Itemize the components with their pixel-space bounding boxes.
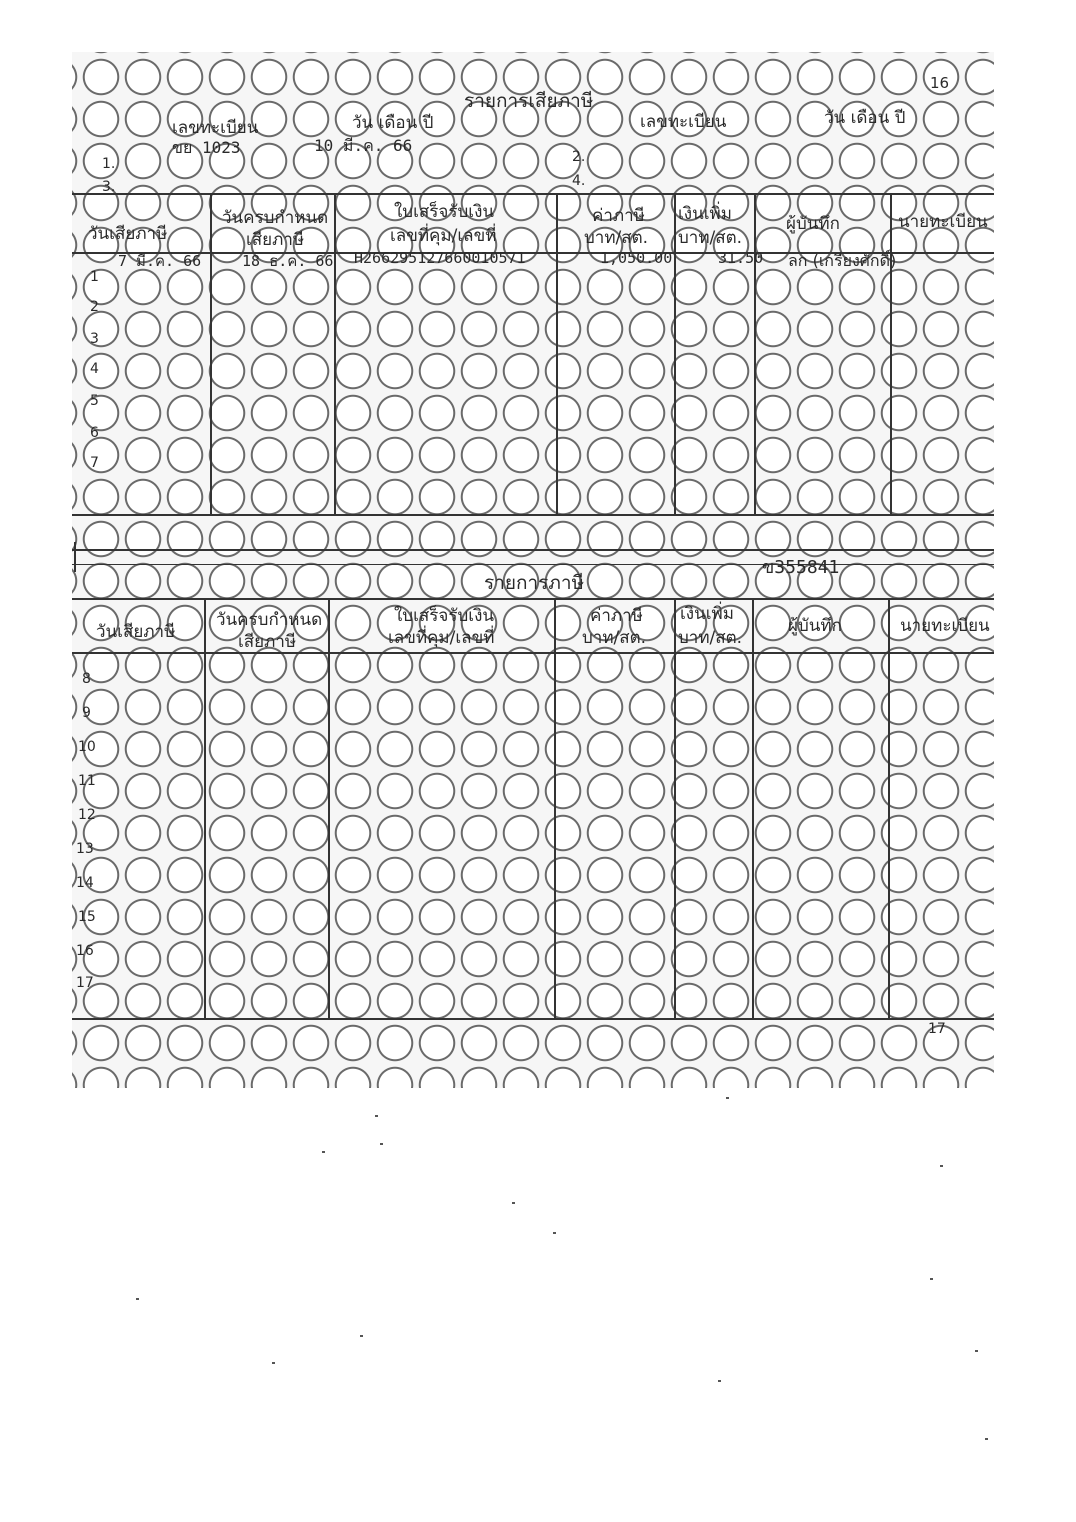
top-row-number-2: 2 [90, 299, 99, 315]
page-number-top: 16 [930, 74, 950, 92]
bottom-col-divider-5 [752, 599, 754, 1018]
entry-recorder: ลก (เกรียงศักดิ์) [788, 251, 897, 270]
right-reg-label: เลขทะเบียน [640, 112, 727, 132]
left-date-label: วัน เดือน ปี [352, 113, 434, 133]
bottom-header-surcharge-1: เงินเพิ่ม [680, 604, 734, 624]
top-header-payment-date: วันเสียภาษี [88, 224, 168, 244]
bottom-header-tax-2: บาท/สต. [582, 628, 647, 648]
page-number-bottom: 17 [928, 1021, 946, 1037]
top-header-due-date-2: เสียภาษี [246, 230, 305, 250]
left-reg-label: เลขทะเบียน [172, 118, 259, 138]
section-separator-1 [72, 549, 994, 551]
bottom-col-divider-6 [888, 599, 890, 1018]
bottom-header-due-date-1: วันครบกำหนด [216, 610, 323, 630]
top-col-divider-3 [556, 194, 558, 514]
top-row-number-1: 1 [90, 269, 99, 285]
scan-speck [375, 1115, 378, 1117]
scan-speck [360, 1335, 363, 1337]
entry-receipt-no: H266295127660010571 [354, 249, 526, 267]
slot-number-1: 1. [102, 156, 116, 172]
tax-record-sheet [72, 52, 994, 1088]
bottom-table-header-border [72, 652, 994, 654]
bottom-header-payment-date: วันเสียภาษี [96, 622, 176, 642]
section-separator-edge [74, 542, 76, 572]
top-row-number-3: 3 [90, 331, 99, 347]
bottom-row-number-15: 15 [78, 909, 96, 925]
bottom-header-recorder: ผู้บันทึก [788, 616, 842, 636]
scan-speck [930, 1278, 933, 1280]
slot-number-4: 4. [572, 173, 586, 189]
scan-speck [940, 1165, 943, 1167]
top-header-surcharge-1: เงินเพิ่ม [678, 204, 732, 224]
right-date-label: วัน เดือน ปี [824, 108, 906, 128]
bottom-col-divider-1 [204, 599, 206, 1018]
top-col-divider-4 [674, 194, 676, 514]
bottom-col-divider-4 [674, 599, 676, 1018]
bottom-header-surcharge-2: บาท/สต. [678, 628, 743, 648]
left-reg-value: ขย 1023 [172, 138, 241, 157]
bottom-row-number-16: 16 [76, 943, 94, 959]
top-table-bottom-border [72, 514, 994, 516]
top-header-receipt-1: ใบเสร็จรับเงิน [394, 202, 495, 222]
top-header-registrar: นายทะเบียน [898, 212, 988, 232]
scan-speck [272, 1362, 275, 1364]
entry-payment-date: 7 มี.ค. 66 [118, 252, 202, 270]
bottom-row-number-10: 10 [78, 739, 96, 755]
top-col-divider-6 [890, 194, 892, 514]
scan-speck [985, 1438, 988, 1440]
top-header-receipt-2: เลขที่คุม/เลขที่ [390, 226, 497, 246]
top-col-divider-2 [334, 194, 336, 514]
bottom-row-number-11: 11 [78, 773, 96, 789]
scan-speck [322, 1151, 325, 1153]
top-row-number-5: 5 [90, 393, 99, 409]
slot-number-3: 3. [102, 179, 116, 195]
top-section-title: รายการเสียภาษี [464, 90, 594, 112]
bottom-section-title: รายการภาษี [484, 572, 585, 594]
stamp-number: ข355841 [762, 557, 840, 578]
top-row-number-4: 4 [90, 361, 99, 377]
bottom-row-number-9: 9 [82, 705, 91, 721]
entry-tax: 1,050.00 [600, 249, 673, 267]
scan-speck [512, 1202, 515, 1204]
bottom-header-tax-1: ค่าภาษี [590, 606, 643, 626]
top-header-surcharge-2: บาท/สต. [678, 228, 743, 248]
top-header-recorder: ผู้บันทึก [786, 214, 840, 234]
top-col-divider-5 [754, 194, 756, 514]
scan-speck [553, 1232, 556, 1234]
bottom-row-number-8: 8 [82, 671, 91, 687]
top-row-number-7: 7 [90, 455, 99, 471]
bottom-row-number-13: 13 [76, 841, 94, 857]
scan-speck [136, 1298, 139, 1300]
entry-due-date: 18 ธ.ค. 66 [242, 252, 334, 270]
bottom-table-bottom-border [72, 1018, 994, 1020]
top-header-tax-2: บาท/สต. [584, 228, 649, 248]
slot-number-2: 2. [572, 149, 586, 165]
bottom-row-number-17: 17 [76, 975, 94, 991]
bottom-row-number-14: 14 [76, 875, 94, 891]
left-date-value: 10 มี.ค. 66 [314, 136, 413, 155]
bottom-header-receipt-2: เลขที่คุม/เลขที่ [388, 628, 495, 648]
bottom-header-registrar: นายทะเบียน [900, 616, 990, 636]
top-header-due-date-1: วันครบกำหนด [222, 208, 329, 228]
scan-speck [726, 1097, 729, 1099]
top-col-divider-1 [210, 194, 212, 514]
bottom-header-receipt-1: ใบเสร็จรับเงิน [394, 606, 495, 626]
bottom-col-divider-3 [554, 599, 556, 1018]
scan-speck [718, 1380, 721, 1382]
top-row-number-6: 6 [90, 425, 99, 441]
section-separator-2 [72, 564, 994, 565]
bottom-table-top-border [72, 598, 994, 600]
bottom-row-number-12: 12 [78, 807, 96, 823]
top-header-tax-1: ค่าภาษี [592, 206, 645, 226]
scan-speck [380, 1143, 383, 1145]
entry-surcharge: 31.50 [718, 249, 764, 267]
scan-speck [975, 1350, 978, 1352]
bottom-col-divider-2 [328, 599, 330, 1018]
bottom-header-due-date-2: เสียภาษี [238, 632, 297, 652]
